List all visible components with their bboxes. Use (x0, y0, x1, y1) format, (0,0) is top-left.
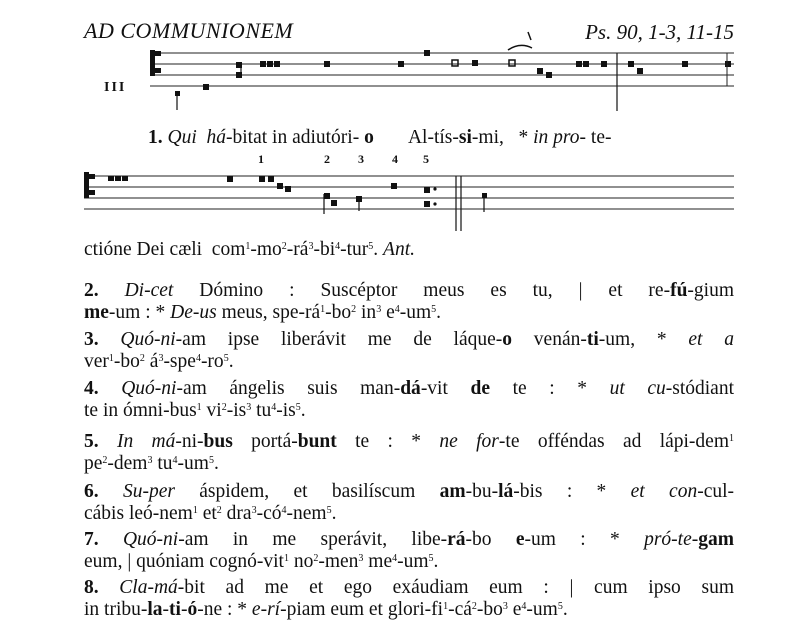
verse-line: cábis leó-nem$^1$ $et^2$ $dra^3-có^4-nem^5$. (84, 503, 337, 524)
cadence-number: 4 (392, 152, 398, 166)
verse-6 (84, 481, 734, 525)
intonation-lyrics: 1. Qui há-bitat in adiutóri- o Al-tís-si-mi, * in pro- te- (148, 127, 612, 148)
verse-line: 2. Di-cet Dómino : Suscéptor meus es tu, | et re-fú-gium (84, 280, 735, 301)
cadence-number: 1 (258, 152, 264, 166)
verse-line: in tribu-la-ti-ó-ne : * e-rí-piam eum et glori-$fi^1-cá^2-bo^3$ $e^4-um^5$. (84, 599, 568, 620)
cadence-number: 3 (358, 152, 364, 166)
verse-line: $pe^2-dem^3$ $tu^4-um^5$. (84, 453, 219, 474)
verse-5 (84, 431, 734, 475)
cadence-number: 2 (324, 152, 330, 166)
mode-number: III (104, 80, 127, 95)
psalm-reference: Ps. 90, 1-3, 11-15 (585, 20, 734, 44)
verse-3 (84, 329, 734, 373)
verse-2 (84, 280, 734, 324)
intonation-ending: ctióne Dei cæli $com^1-mo^2-rá^3-bi^4-tur^5$. Ant. (84, 239, 415, 260)
verse-line: 7. Quó-ni-am in me sperávit, libe-rá-bo e-um : * pró-te-gam (84, 529, 734, 550)
verse-4 (84, 378, 734, 422)
verse-line: me-um : * De-us meus, spe-$rá^1-bo^2$ $in^3$ $e^4-um^5$. (84, 302, 442, 323)
cadence-number: 5 (423, 152, 429, 166)
chant-title: AD COMMUNIONEM (84, 18, 294, 43)
verse-line: 5. In má-ni-bus portá-bunt te : * ne for-te offéndas ad lápi-dem$^1$ (84, 431, 734, 452)
verse-line: 8. Cla-má-bit ad me et ego exáudiam eum : | cum ipso sum (84, 577, 734, 598)
verse-7 (84, 529, 734, 573)
verse-line: 6. Su-per áspidem, et basilíscum am-bu-lá-bis : * et con-cul- (84, 481, 735, 502)
verse-line: te in ómni-bus$^1$ $vi^2-is^3$ $tu^4-is^5$. (84, 400, 306, 421)
verse-line: $ver^1-bo^2$ $á^3-spe^4-ro^5$. (84, 351, 234, 372)
verse-line: eum, | quóniam cognó-vit$^1$ $no^2-men^3$ $me^4-um^5$. (84, 551, 439, 572)
verse-line: 4. Quó-ni-am ángelis suis man-dá-vit de te : * ut cu-stódiant (84, 378, 734, 399)
verse-line: 3. Quó-ni-am ipse liberávit me de láque-o venán-ti-um, * et a (84, 329, 734, 350)
verse-8 (84, 577, 734, 621)
